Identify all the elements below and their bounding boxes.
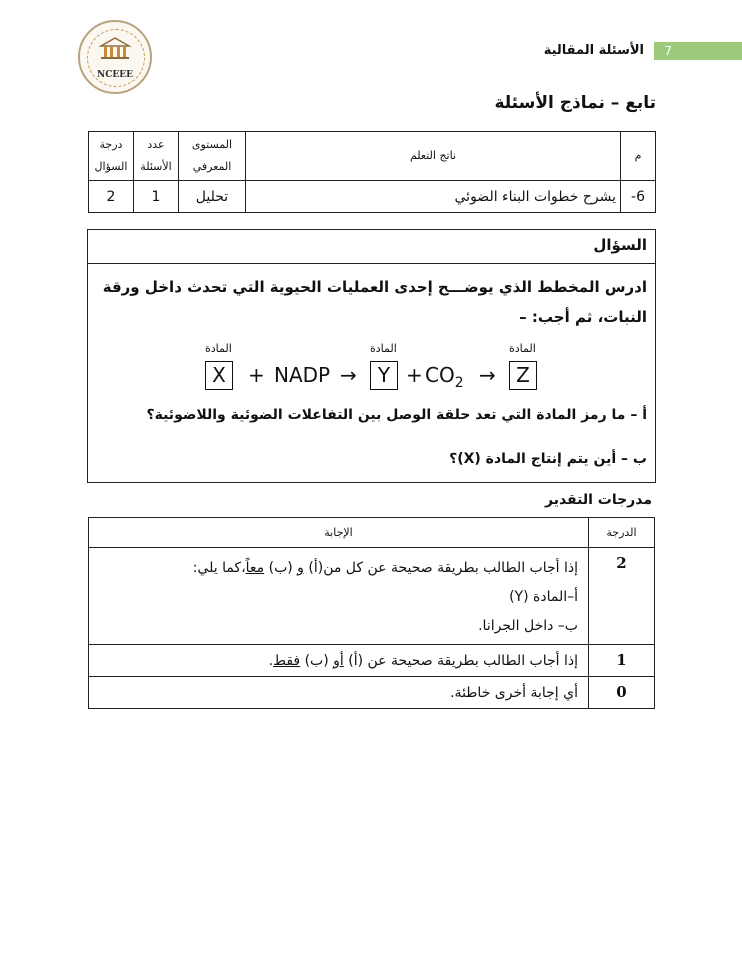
co2-subscript: 2 — [454, 375, 464, 391]
answer-underlined: أو — [333, 653, 344, 669]
label-substance-y: المادة — [370, 342, 397, 355]
rubric-answer — [89, 645, 589, 677]
answer-underlined: فقط — [273, 653, 301, 669]
answer-text: إذا أجاب الطالب بطريقة صحيحة عن (أ) — [343, 653, 578, 669]
header-level — [179, 132, 246, 181]
page-number: 7 — [664, 44, 672, 58]
box-y: Y — [370, 361, 398, 390]
page-number-bar — [654, 42, 742, 60]
rubric-answer-line: أي إجابة أخرى خاطئة. — [450, 685, 578, 701]
header-count — [134, 132, 179, 181]
cell-level: تحليل — [179, 181, 246, 213]
header-title: الأسئلة المقالية — [543, 43, 644, 58]
box-z: Z — [509, 361, 537, 390]
rubric-answer-line: ب– داخل الجرانا. — [478, 618, 578, 634]
rubric-score: 0 — [589, 677, 655, 709]
rubric-table — [88, 517, 655, 709]
label-substance-z: المادة — [509, 342, 536, 355]
rubric-score: 2 — [589, 548, 655, 645]
header-grade-line1: درجة — [99, 138, 123, 151]
logo-text: NCEEE — [97, 70, 133, 80]
plus-1: + — [248, 363, 265, 387]
cell-count: 1 — [134, 181, 179, 213]
answer-text: (ب) — [300, 653, 334, 669]
arrow-2: → — [479, 363, 496, 387]
section-title: تابع – نماذج الأسئلة — [494, 93, 656, 113]
answer-text: إذا أجاب الطالب بطريقة صحيحة عن كل من(أ) — [303, 560, 578, 576]
rubric-row — [89, 677, 655, 709]
question-text: ادرس المخطط الذي يوضـــح إحدى العمليات الحيوية التي تحدث داخل ورقة النبات، ثم أجب: – — [102, 278, 647, 326]
header-grade-line2: السؤال — [94, 160, 128, 173]
outcomes-row — [89, 181, 656, 213]
header-m: م — [621, 132, 656, 181]
answer-text: ،كما يلي: — [192, 560, 246, 576]
reaction-diagram — [88, 342, 655, 402]
cell-outcome: يشرح خطوات البناء الضوئي — [246, 181, 621, 213]
header-outcome: ناتج التعلم — [246, 132, 621, 181]
label-substance-x: المادة — [205, 342, 232, 355]
rubric-score: 1 — [589, 645, 655, 677]
outcomes-header-row — [89, 132, 656, 181]
plus-2: + — [406, 363, 423, 387]
rubric-row — [89, 548, 655, 645]
cell-grade: 2 — [89, 181, 134, 213]
header-count-line2: الأسئلة — [140, 160, 172, 173]
cell-m: 6- — [621, 181, 656, 213]
box-x: X — [205, 361, 233, 390]
rubric-answer-line — [99, 647, 578, 676]
rubric-answer — [89, 548, 589, 645]
question-divider — [88, 263, 655, 264]
rubric-header-answer: الإجابة — [89, 518, 589, 548]
answer-underlined: و — [297, 560, 304, 576]
answer-text: (ب) — [264, 560, 298, 576]
rubric-answer-line: أ–المادة (Y) — [509, 589, 578, 605]
rubric-answer-line — [99, 554, 578, 583]
rubric-answer — [89, 677, 589, 709]
answer-underlined: معاً — [245, 560, 265, 576]
question-box — [87, 229, 656, 483]
question-label: السؤال — [593, 236, 647, 254]
question-part-a: أ – ما رمز المادة التي تعد حلقة الوصل بين التفاعلات الضوئية واللاضوئية؟ — [146, 407, 647, 423]
header-level-line1: المستوى — [191, 138, 233, 151]
rubric-header-row — [89, 518, 655, 548]
outcomes-table — [88, 131, 656, 213]
header-level-line2: المعرفي — [192, 160, 232, 173]
nadp-text: NADP — [274, 363, 331, 387]
rubric-row — [89, 645, 655, 677]
co2-text — [425, 361, 464, 398]
rubric-title: مدرجات التقدير — [544, 492, 652, 508]
building-icon — [98, 36, 132, 60]
header-count-line1: عدد — [147, 138, 165, 151]
arrow-1: → — [340, 363, 357, 387]
nceee-logo — [78, 20, 152, 94]
question-part-b: ب – أين يتم إنتاج المادة (X)؟ — [449, 451, 647, 467]
header-grade — [89, 132, 134, 181]
co2-base: CO — [425, 363, 455, 387]
rubric-header-grade: الدرجة — [589, 518, 655, 548]
answer-text: . — [268, 653, 274, 669]
